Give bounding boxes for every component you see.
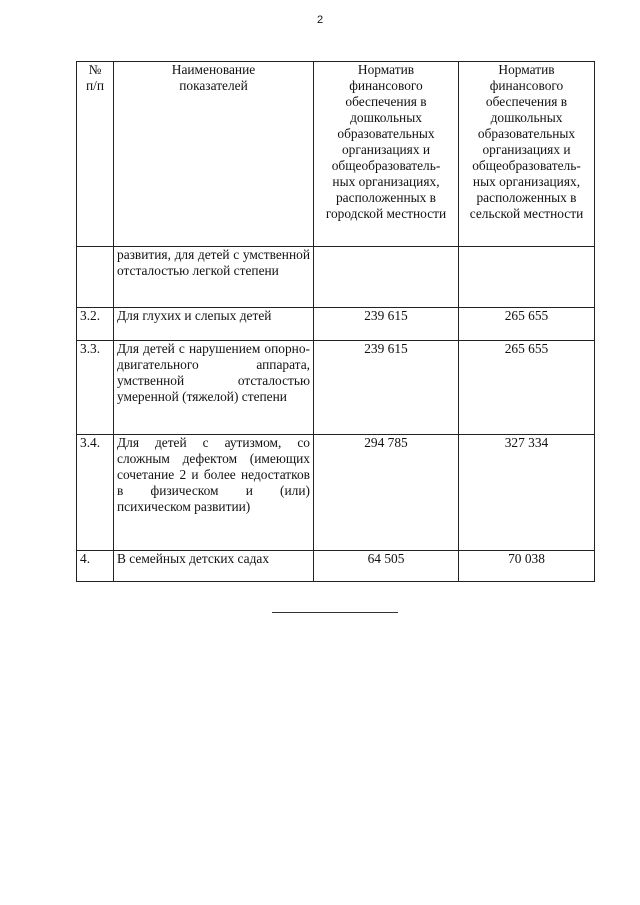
row-rural-value: 70 038 [459, 551, 595, 582]
row-rural-value [459, 247, 595, 308]
row-number: 4. [77, 551, 114, 582]
page-number: 2 [316, 14, 324, 26]
table-row [77, 247, 595, 308]
row-urban-value: 64 505 [314, 551, 459, 582]
document-end-rule [272, 612, 398, 613]
table-row [77, 435, 595, 551]
header-urban-norm-text: Норматив финансового обеспечения в дошкольных образовательных организациях и общеобразователь- ных организациях, расположенных в городской местности [325, 62, 447, 221]
table-header-row [77, 62, 595, 247]
row-indicator-name: Для глухих и слепых детей [114, 308, 314, 341]
row-indicator-name: В семейных детских садах [114, 551, 314, 582]
table-row [77, 308, 595, 341]
row-number [77, 247, 114, 308]
row-indicator-name: Для детей с нарушением опорно-двигательного аппарата, умственной отсталостью умеренной (тяжелой) степени [114, 341, 314, 435]
financing-norms-table [76, 61, 595, 582]
row-number: 3.2. [77, 308, 114, 341]
header-number-text: № п/п [85, 62, 105, 93]
row-urban-value: 239 615 [314, 308, 459, 341]
table-row [77, 341, 595, 435]
row-number: 3.3. [77, 341, 114, 435]
row-number: 3.4. [77, 435, 114, 551]
table-row [77, 551, 595, 582]
header-rural-norm [459, 62, 595, 247]
row-rural-value: 265 655 [459, 341, 595, 435]
header-rural-norm-text: Норматив финансового обеспечения в дошкольных образовательных организациях и общеобразователь- ных организациях, расположенных в сельской местности [469, 62, 584, 221]
row-urban-value [314, 247, 459, 308]
row-indicator-name: развития, для детей с умственной отсталостью легкой степени [114, 247, 314, 308]
header-indicator-name [114, 62, 314, 247]
header-urban-norm [314, 62, 459, 247]
row-indicator-name: Для детей с аутизмом, со сложным дефектом (имеющих сочетание 2 и более недостатков в физическом и (или) психическом развитии) [114, 435, 314, 551]
header-number [77, 62, 114, 247]
row-rural-value: 327 334 [459, 435, 595, 551]
row-urban-value: 239 615 [314, 341, 459, 435]
row-rural-value: 265 655 [459, 308, 595, 341]
row-urban-value: 294 785 [314, 435, 459, 551]
header-indicator-name-text: Наименование показателей [171, 62, 256, 93]
